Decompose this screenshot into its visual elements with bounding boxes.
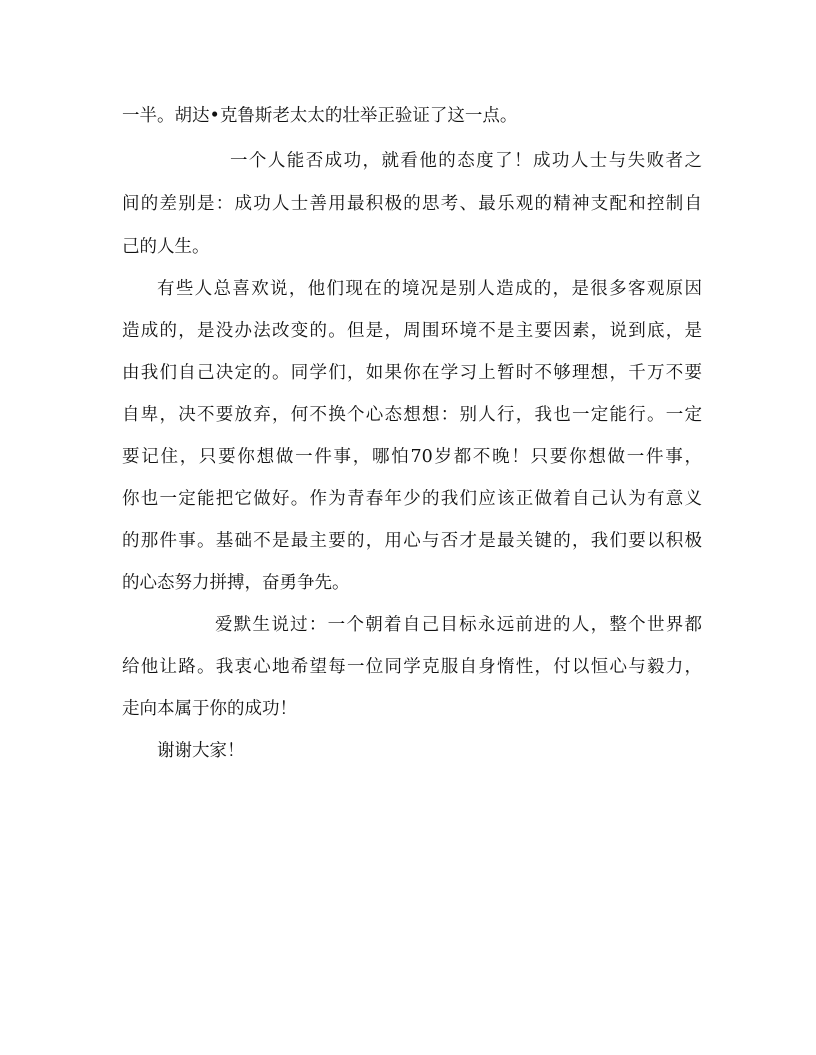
text-line-7: 由我们自己决定的。同学们，如果你在学习上暂时不够理想，千万不要	[122, 363, 702, 383]
text-line-9: 要记住，只要你想做一件事，哪怕70岁都不晚！只要你想做一件事，	[122, 447, 702, 467]
text-line-3: 间的差别是：成功人士善用最积极的思考、最乐观的精神支配和控制自	[122, 194, 702, 214]
text-line-14: 给他让路。我衷心地希望每一位同学克服自身惰性，付以恒心与毅力，	[122, 657, 702, 677]
text-line-10: 你也一定能把它做好。作为青春年少的我们应该正做着自己认为有意义	[122, 489, 702, 509]
text-line-13: 爱默生说过：一个朝着自己目标永远前进的人，整个世界都	[215, 615, 702, 635]
text-line-2: 一个人能否成功，就看他的态度了！成功人士与失败者之	[230, 151, 702, 171]
text-line-1: 一半。胡达•克鲁斯老太太的壮举正验证了这一点。	[122, 106, 518, 126]
text-line-12: 的心态努力拼搏，奋勇争先。	[122, 573, 350, 593]
text-line-16: 谢谢大家！	[157, 741, 245, 761]
text-line-8: 自卑，决不要放弃，何不换个心态想想：别人行，我也一定能行。一定	[122, 405, 702, 425]
text-line-11: 的那件事。基础不是最主要的，用心与否才是最关键的，我们要以积极	[122, 531, 702, 551]
text-line-4: 己的人生。	[122, 237, 210, 257]
text-line-15: 走向本属于你的成功！	[122, 699, 297, 719]
text-line-6: 造成的，是没办法改变的。但是，周围环境不是主要因素，说到底，是	[122, 321, 702, 341]
text-line-5: 有些人总喜欢说，他们现在的境况是别人造成的，是很多客观原因	[157, 279, 702, 299]
